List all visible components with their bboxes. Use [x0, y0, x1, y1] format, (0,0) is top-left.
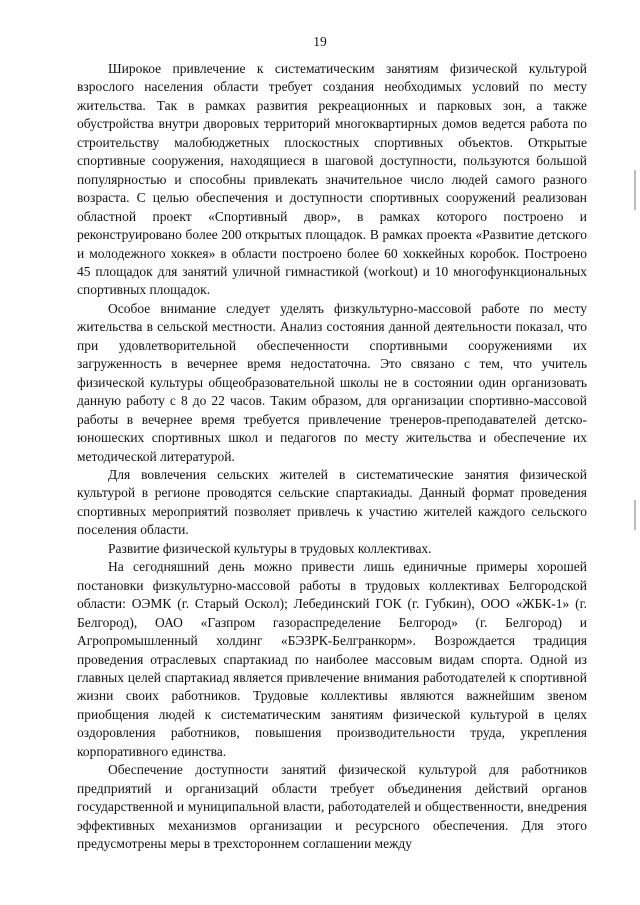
document-body — [77, 60, 587, 853]
paragraph-rural-sports-work: Особое внимание следует уделять физкультурно-массовой работе по месту жительства в сельской местности. Анализ состояния данной деятельности показал, что при удовлетворительной обеспеченности спортивными сооружениями их загруженность в вечернее время недостаточна. Это связано с тем, что учитель физической культуры общеобразовательной школы не в состоянии один организовать данную работу с 8 до 22 часов. Таким образом, для организации спортивно-массовой работы в вечернее время требуется привлечение тренеров-преподавателей детско-юношеских спортивных школ и педагогов по месту жительства и обеспечение их методической литературой. — [77, 300, 587, 464]
paragraph-adult-sports: Широкое привлечение к систематическим занятиям физической культурой взрослого населения области требует создания необходимых условий по месту жительства. Так в рамках развития рекреационных и парковых зон, а также обустройства внутри дворовых территорий многоквартирных домов ведется работа по строительству малобюджетных плоскостных спортивных объектов. Открытые спортивные сооружения, находящиеся в шаговой доступности, пользуются большой популярностью и способны привлекать значительное число людей самого разного возраста. С целью обеспечения и доступности спортивных сооружений реализован областной проект «Спортивный двор», в рамках которого построено и реконструировано более 200 открытых площадок. В рамках проекта «Развитие детского и молодежного хоккея» в области построено более 60 хоккейных коробок. Построено 45 площадок для занятий уличной гимнастикой (workout) и 10 многофункциональных спортивных площадок. — [77, 61, 587, 298]
paragraph-labor-collectives: На сегодняшний день можно привести лишь единичные примеры хорошей постановки физкультурно-массовой работы в трудовых коллективах Белгородской области: ОЭМК (г. Старый Оскол); Лебединский ГОК (г. Губкин), ООО «ЖБК-1» (г. Белгород), ОАО «Газпром газораспределение Белгород» (г. Белгород) и Агропромышленный холдинг «БЭЗРК-Белгранкорм». Возрождается традиция проведения отраслевых спартакиад по наиболее массовым видам спорта. Одной из главных целей спартакиад является привлечение внимания работодателей к спортивной жизни своих работников. Трудовые коллективы являются важнейшим звеном приобщения людей к систематическим занятиям физической культурой в целях оздоровления работников, повышения производительности труда, укрепления корпоративного единства. — [77, 559, 587, 759]
page-number: 19 — [313, 34, 327, 49]
scan-edge-mark — [634, 500, 636, 530]
scan-edge-mark — [634, 170, 636, 210]
paragraph-accessibility: Обеспечение доступности занятий физической культурой для работников предприятий и организаций области требует объединения действий органов государственной и муниципальной власти, работодателей и общественности, внедрения эффективных механизмов организации и ресурсного обеспечения. Для этого предусмотрены меры в трехстороннем соглашении между — [77, 762, 587, 852]
paragraph-labor-collectives-heading: Развитие физической культуры в трудовых коллективах. — [108, 540, 432, 556]
paragraph-rural-spartakiads: Для вовлечения сельских жителей в систематические занятия физической культурой в регионе проводятся сельские спартакиады. Данный формат проведения спортивных мероприятий позволяет привлечь к участию жителей каждого сельского поселения области. — [77, 466, 587, 538]
